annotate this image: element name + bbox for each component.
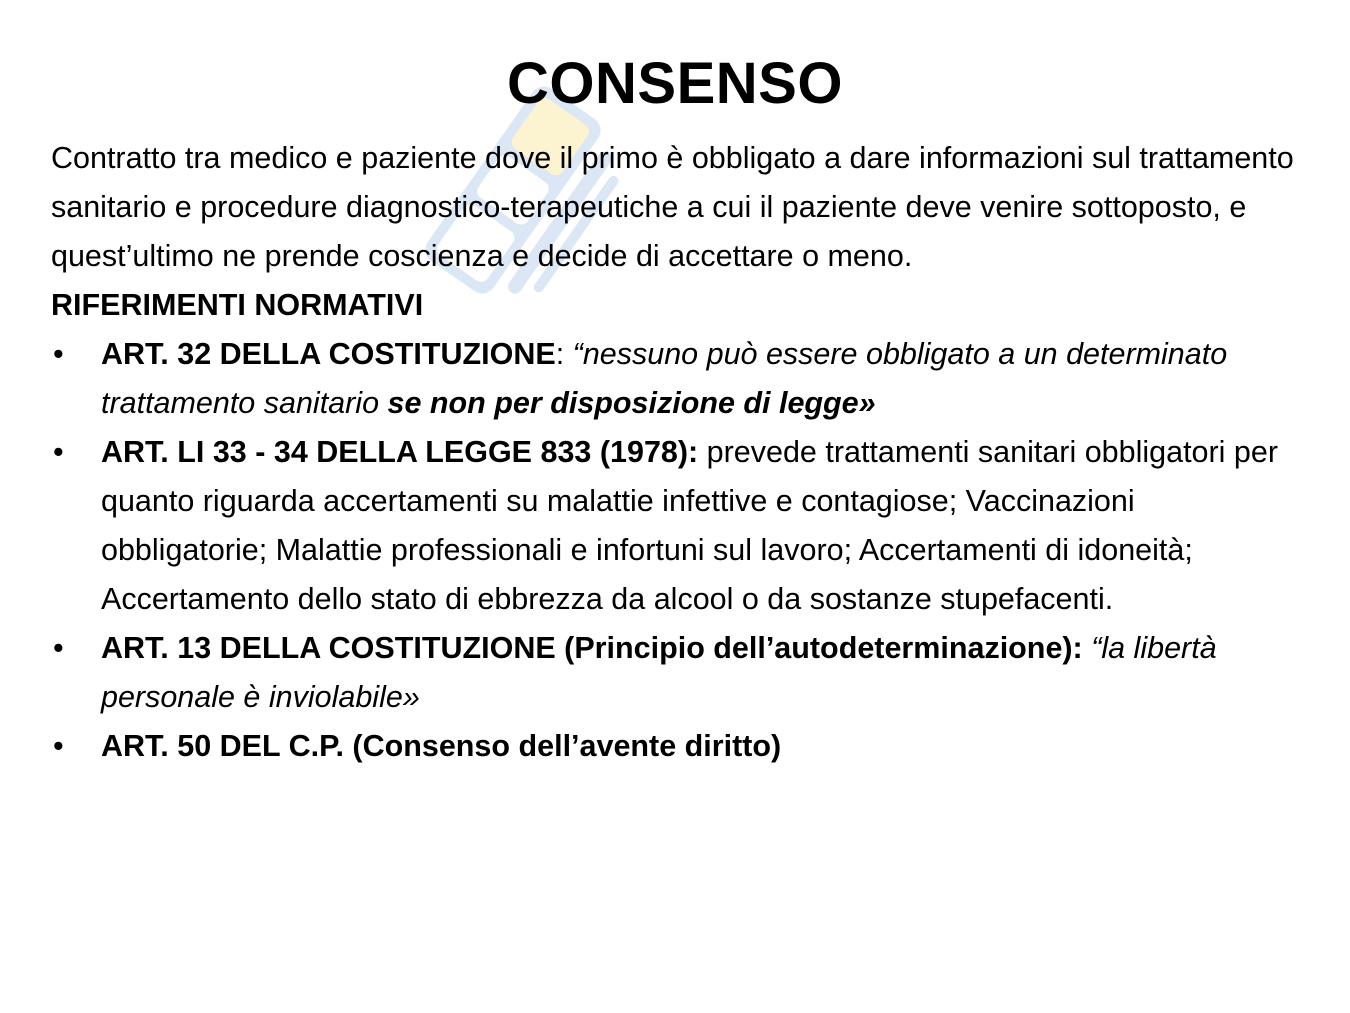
reference-label: ART. 50 DEL C.P. (Consenso dell’avente diritto) [101,729,782,763]
reference-item-art-13 [51,624,1306,722]
section-heading: RIFERIMENTI NORMATIVI [51,288,424,322]
bullet-icon: • [53,631,64,665]
references-list [51,330,1306,771]
reference-item-legge-833 [51,428,1306,624]
bullet-icon: • [53,337,64,371]
reference-item-art-32 [51,330,1306,428]
reference-label: ART. 32 DELLA COSTITUZIONE [101,337,556,371]
reference-quote-emphasis: se non per disposizione di legge» [387,386,876,420]
reference-label: ART. 13 DELLA COSTITUZIONE (Principio dell’autodeterminazione): [101,631,1083,665]
reference-text: prevede trattamenti sanitari obbligatori per quanto riguarda accertamenti su malattie infettive e contagiose; Vaccinazioni obbligatorie; Malattie professionali e infortuni sul lavoro; Accertamenti di idoneità; Accertamento dello stato di ebbrezza da alcool o da sostanze stupefacenti. [101,435,1279,616]
reference-item-art-50 [51,722,1306,771]
bullet-icon: • [53,729,64,763]
reference-quote: “la libertà personale è inviolabile» [101,631,1217,714]
slide-title: CONSENSO [507,51,843,116]
reference-quote: “nessuno può essere obbligato a un determinato trattamento sanitario [101,337,1228,420]
intro-paragraph: Contratto tra medico e paziente dove il primo è obbligato a dare informazioni sul trattamento sanitario e procedure diagnostico-terapeutiche a cui il paziente deve venire sottoposto, e quest’ultimo ne prende coscienza e decide di accettare o meno. [51,141,1294,273]
reference-separator: : [555,337,573,371]
slide-body [51,134,1306,771]
reference-label: ART. LI 33 - 34 DELLA LEGGE 833 (1978): [101,435,699,469]
bullet-icon: • [53,435,64,469]
